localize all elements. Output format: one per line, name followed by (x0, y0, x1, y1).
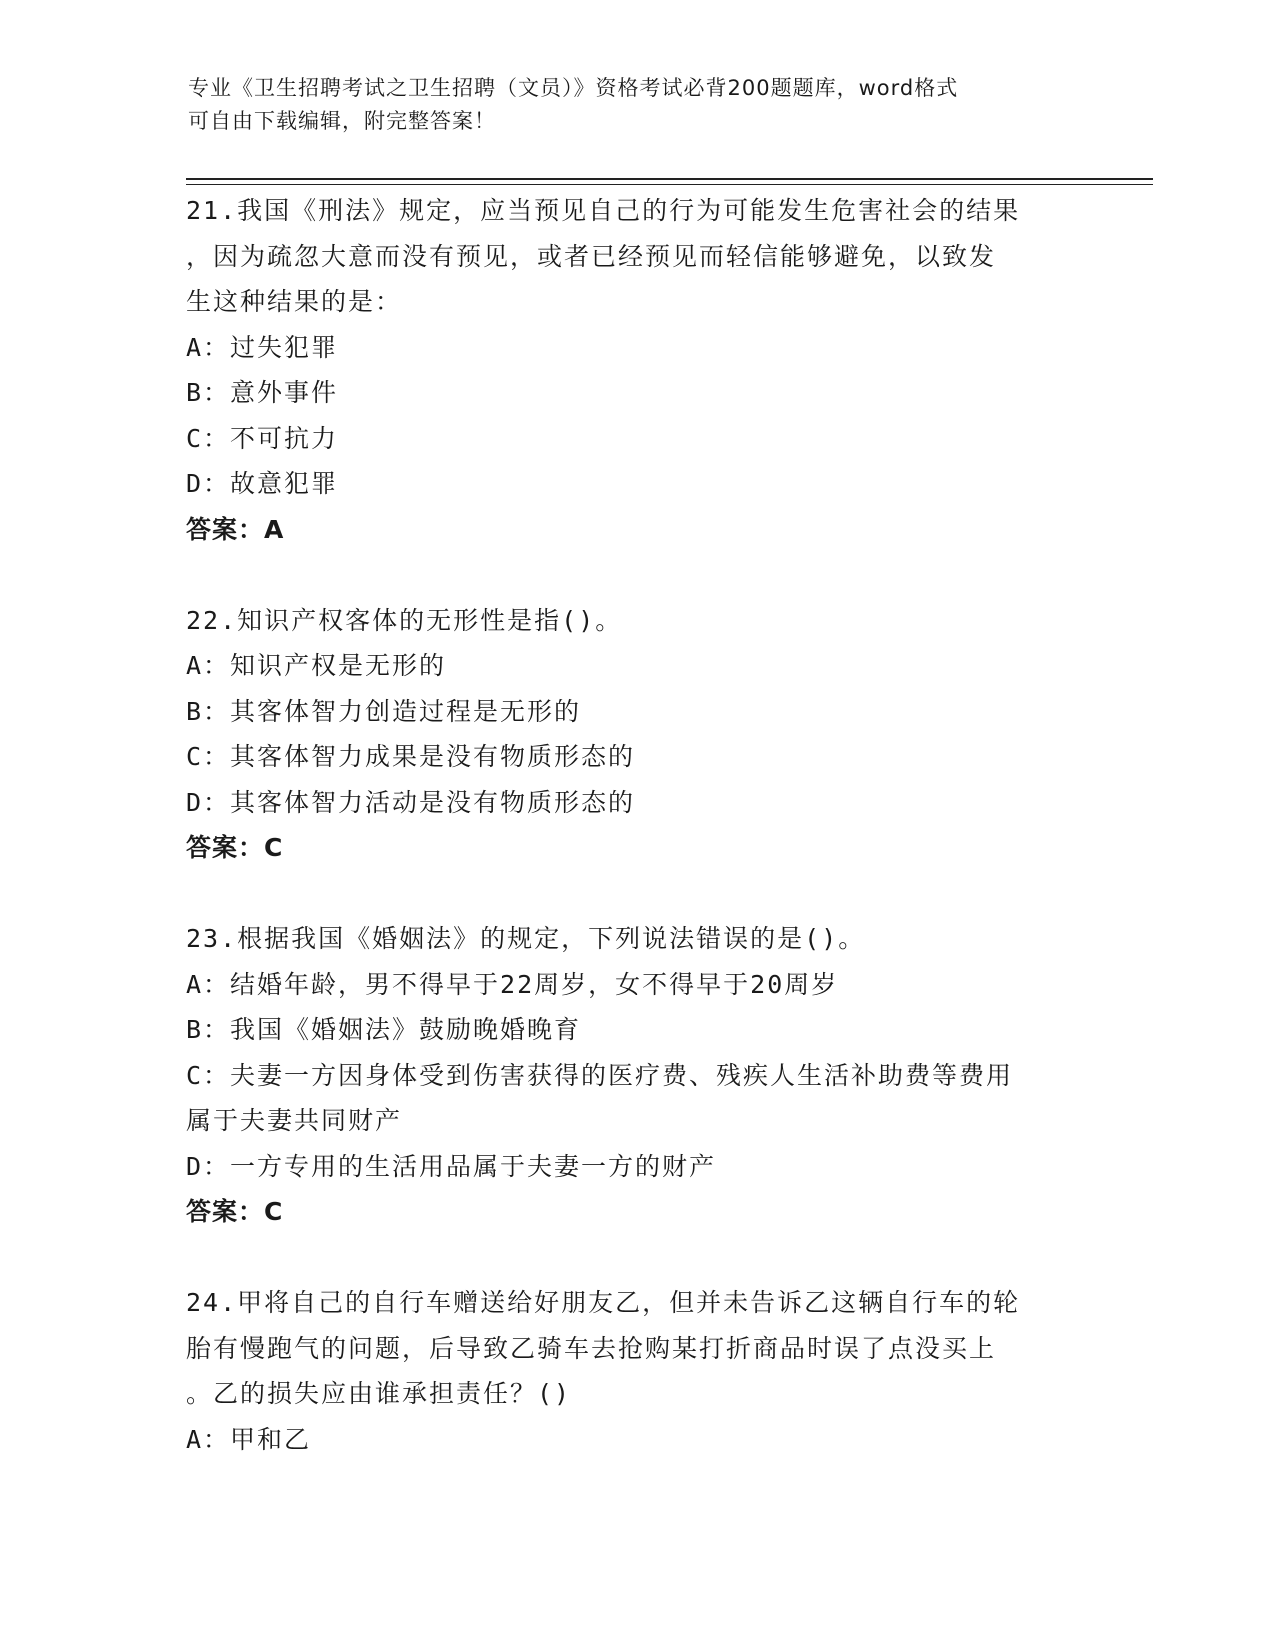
question-spacer (186, 1235, 1086, 1281)
option-a: A：甲和乙 (186, 1424, 312, 1454)
question-stem-line: 22.知识产权客体的无形性是指()。 (186, 605, 623, 635)
question-stem-line: 24.甲将自己的自行车赠送给好朋友乙，但并未告诉乙这辆自行车的轮 (186, 1288, 1021, 1317)
question-stem-line: 23.根据我国《婚姻法》的规定，下列说法错误的是()。 (186, 924, 866, 953)
option-b: B：其客体智力创造过程是无形的 (186, 696, 582, 726)
option-d: D：其客体智力活动是没有物质形态的 (186, 787, 636, 817)
option-c: C：其客体智力成果是没有物质形态的 (186, 742, 636, 771)
document-header (188, 72, 1068, 138)
question-stem-line: 21.我国《刑法》规定，应当预见自己的行为可能发生危害社会的结果 (186, 196, 1021, 225)
option-d: D：一方专用的生活用品属于夫妻一方的财产 (186, 1151, 717, 1181)
option-c: C：不可抗力 (186, 423, 339, 453)
header-divider-thin (186, 184, 1153, 185)
question-24 (186, 1280, 1086, 1462)
option-c: C：夫妻一方因身体受到伤害获得的医疗费、残疾人生活补助费等费用 (186, 1060, 1014, 1090)
question-stem-line: 生这种结果的是： (186, 287, 403, 316)
question-21 (186, 188, 1086, 552)
header-divider (186, 178, 1153, 180)
answer-line: 答案：A (186, 514, 285, 544)
question-spacer (186, 552, 1086, 598)
question-stem-line: ，因为疏忽大意而没有预见，或者已经预见而轻信能够避免，以致发 (186, 241, 997, 271)
header-line-2: 可自由下载编辑，附完整答案！ (188, 109, 496, 133)
option-b: B：意外事件 (186, 378, 339, 407)
option-c-continued: 属于夫妻共同财产 (186, 1106, 403, 1135)
answer-line: 答案：C (186, 833, 284, 862)
header-line-1: 专业《卫生招聘考试之卫生招聘（文员）》资格考试必背200题题库，word格式 (188, 76, 959, 100)
question-spacer (186, 871, 1086, 917)
option-d: D：故意犯罪 (186, 469, 339, 498)
answer-line: 答案：C (186, 1197, 284, 1226)
option-a: A：结婚年龄，男不得早于22周岁，女不得早于20周岁 (186, 969, 839, 999)
option-a: A：知识产权是无形的 (186, 651, 447, 680)
question-stem-line: 。乙的损失应由谁承担责任？() (186, 1379, 572, 1408)
question-list (186, 188, 1086, 1462)
option-b: B：我国《婚姻法》鼓励晚婚晚育 (186, 1015, 582, 1044)
question-stem-line: 胎有慢跑气的问题，后导致乙骑车去抢购某打折商品时误了点没买上 (186, 1333, 997, 1363)
option-a: A：过失犯罪 (186, 332, 339, 362)
question-22 (186, 598, 1086, 871)
question-23 (186, 916, 1086, 1235)
